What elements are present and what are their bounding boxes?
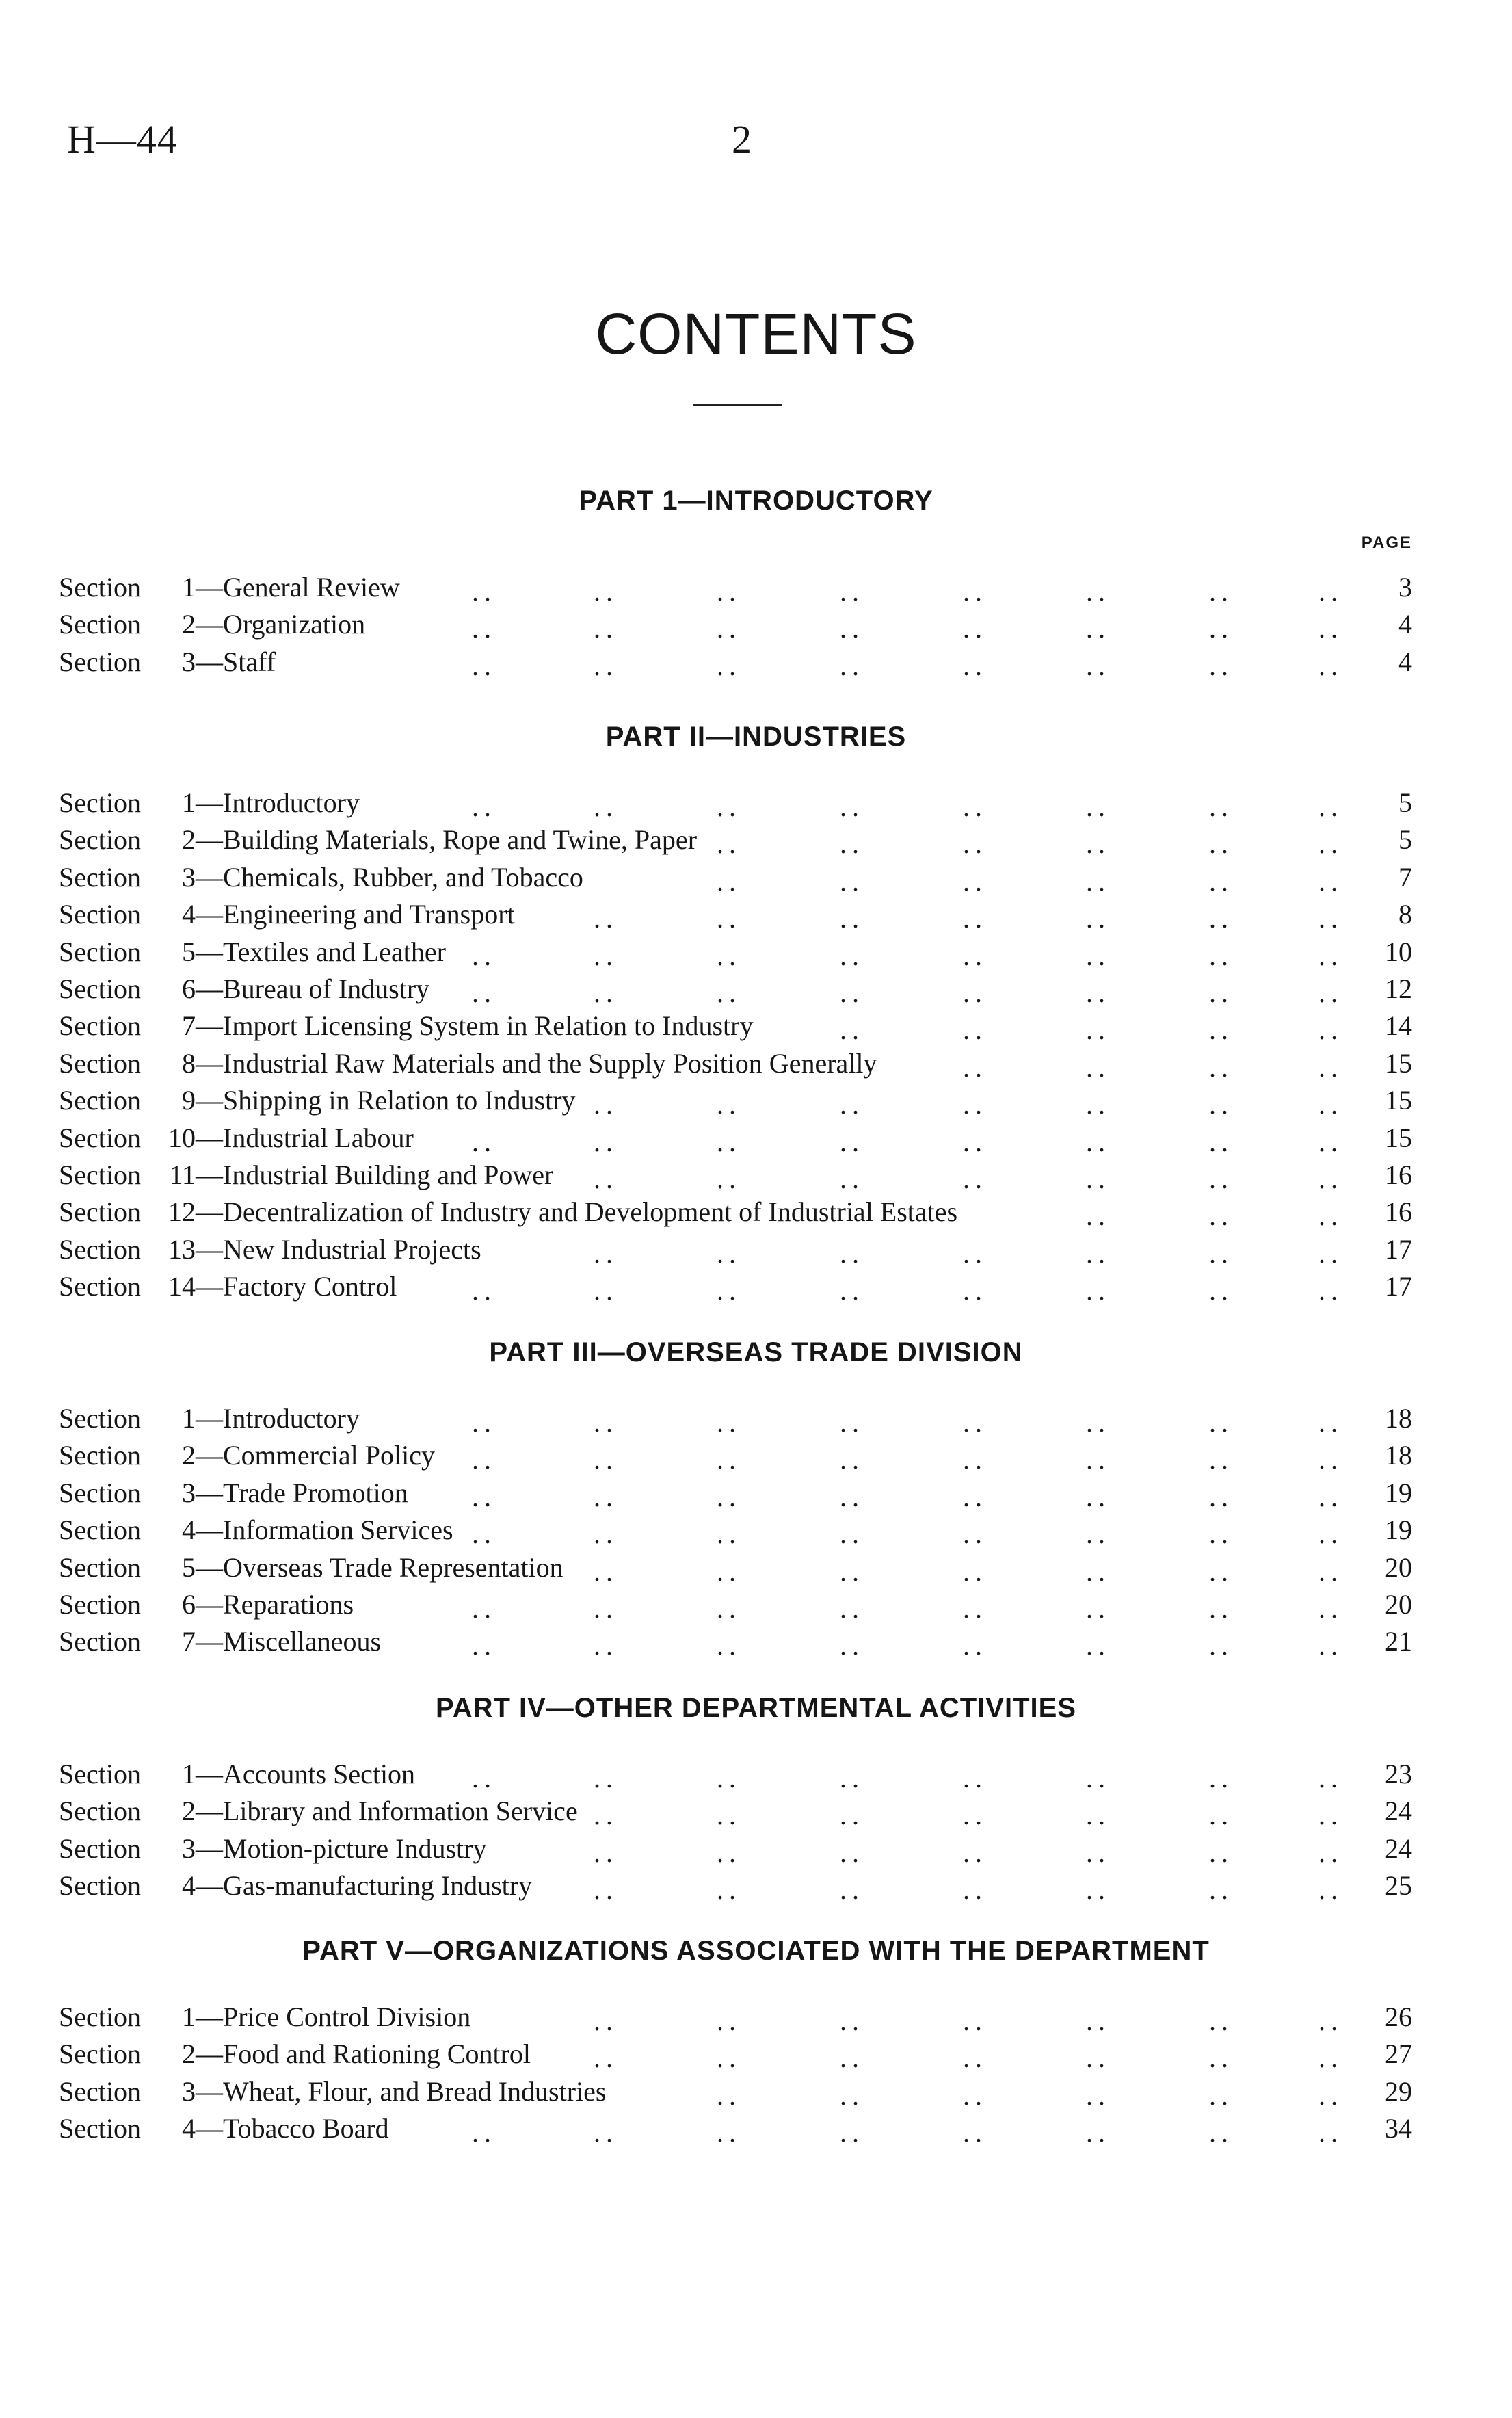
section-number: 10: [168, 1122, 196, 1153]
section-title-text: Introductory: [223, 787, 360, 818]
toc-entry: [0, 1084, 1512, 1121]
leader-dots: .. .. .. .. .. .. .. ..: [472, 1519, 1343, 1550]
section-title: —Industrial Raw Materials and the Supply Position Generally: [196, 1047, 877, 1079]
section-title-text: Introductory: [223, 1403, 360, 1434]
section-title-text: Wheat, Flour, and Bread Industries: [223, 2075, 607, 2107]
section-label: Section: [59, 1122, 141, 1153]
leader-dots: .. .. .. .. .. .. .. ..: [472, 1593, 1343, 1624]
section-title-text: Commercial Policy: [223, 1440, 435, 1471]
section-title: —Engineering and Transport: [196, 899, 515, 930]
toc-entry: [0, 1402, 1512, 1439]
section-title: —New Industrial Projects: [196, 1233, 481, 1265]
leader-dots: .. .. .. .. .. ..: [717, 865, 1343, 897]
section-page: 17: [1385, 1233, 1412, 1265]
toc-entry: [0, 936, 1512, 973]
section-page: 16: [1385, 1196, 1412, 1228]
section-page: 21: [1385, 1626, 1412, 1657]
section-page: 3: [1398, 572, 1412, 603]
section-number: 3: [182, 1832, 196, 1864]
toc-entry: [0, 898, 1512, 935]
section-title: —Commercial Policy: [196, 1440, 435, 1471]
section-title: —Trade Promotion: [196, 1477, 408, 1508]
section-number: 4: [182, 899, 196, 930]
section-page: 24: [1385, 1796, 1412, 1827]
section-label: Section: [59, 1196, 141, 1228]
leader-dots: .. .. .. .. .. .. ..: [594, 1164, 1343, 1194]
section-page: 5: [1398, 824, 1412, 856]
section-page: 15: [1385, 1085, 1412, 1116]
section-title: —Decentralization of Industry and Development of Industrial Estates: [196, 1196, 958, 1228]
leader-dots: .. .. .. .. ..: [840, 1014, 1343, 1046]
section-title-text: Motion-picture Industry: [223, 1832, 487, 1864]
section-title-text: Factory Control: [223, 1271, 397, 1302]
section-title: —Reparations: [196, 1589, 354, 1620]
leader-dots: .. .. .. ..: [963, 1051, 1343, 1083]
section-title-text: Engineering and Transport: [223, 899, 515, 930]
part-heading: PART V—ORGANIZATIONS ASSOCIATED WITH THE DEPARTMENT: [302, 1936, 1210, 1966]
section-page: 26: [1385, 2001, 1412, 2032]
leader-dots: .. .. .. .. .. .. ..: [594, 1800, 1343, 1831]
toc-entry: [0, 1758, 1512, 1795]
section-label: Section: [59, 1759, 141, 1789]
toc-entry: [0, 1588, 1512, 1625]
leader-dots: .. .. .. .. .. .. .. ..: [472, 791, 1343, 822]
leader-dots: .. .. .. .. .. .. .. ..: [472, 2117, 1343, 2148]
section-number: 13: [168, 1233, 196, 1265]
section-title-text: Overseas Trade Representation: [223, 1551, 563, 1583]
leader-dots: .. .. .. .. .. .. ..: [594, 1837, 1343, 1868]
section-page: 4: [1398, 609, 1412, 640]
section-label: Section: [59, 787, 141, 818]
leader-dots: .. .. .. .. .. .. .. ..: [472, 1444, 1343, 1475]
section-title: —Accounts Section: [196, 1759, 416, 1789]
section-label: Section: [59, 1010, 141, 1042]
section-title: —General Review: [196, 572, 400, 603]
section-label: Section: [59, 609, 141, 640]
section-title-text: Gas-manufacturing Industry: [223, 1870, 533, 1902]
section-number: 11: [169, 1159, 196, 1190]
section-title: —Miscellaneous: [196, 1626, 382, 1657]
leader-dots: .. .. .. .. .. .. .. ..: [472, 1275, 1343, 1306]
section-label: Section: [59, 646, 141, 677]
section-number: 2: [182, 824, 196, 856]
section-number: 1: [182, 1759, 196, 1789]
toc-entry: [0, 2038, 1512, 2075]
section-title-text: Industrial Raw Materials and the Supply Position Generally: [223, 1047, 877, 1079]
leader-dots: .. .. .. .. .. .. ..: [594, 1874, 1343, 1906]
section-label: Section: [59, 861, 141, 893]
section-label: Section: [59, 1551, 141, 1583]
section-number: 6: [182, 973, 196, 1004]
section-number: 4: [182, 1870, 196, 1902]
toc-entry: [0, 1047, 1512, 1084]
section-number: 3: [182, 1477, 196, 1508]
toc-entry: [0, 973, 1512, 1010]
leader-dots: .. .. .. .. .. ..: [717, 2079, 1343, 2111]
section-label: Section: [59, 1159, 141, 1190]
section-number: 3: [182, 2075, 196, 2107]
title-divider: [693, 404, 782, 406]
section-title: —Industrial Building and Power: [196, 1159, 554, 1190]
section-label: Section: [59, 1477, 141, 1508]
leader-dots: .. .. .. .. .. ..: [717, 828, 1343, 860]
section-page: 34: [1385, 2113, 1412, 2144]
section-title-text: Organization: [223, 609, 366, 640]
section-number: 8: [182, 1047, 196, 1079]
section-title-text: Industrial Building and Power: [223, 1159, 554, 1190]
section-number: 4: [182, 1514, 196, 1546]
section-title-text: Accounts Section: [223, 1759, 416, 1789]
leader-dots: .. .. .. .. .. .. .. ..: [472, 613, 1343, 644]
section-title-text: Miscellaneous: [223, 1626, 382, 1657]
section-number: 7: [182, 1626, 196, 1657]
section-page: 18: [1385, 1440, 1412, 1471]
section-number: 2: [182, 609, 196, 640]
section-title-text: General Review: [223, 572, 400, 603]
section-number: 4: [182, 2113, 196, 2144]
section-number: 2: [182, 1796, 196, 1827]
toc-entry: [0, 1196, 1512, 1233]
section-page: 8: [1398, 899, 1412, 930]
toc-entry: [0, 1010, 1512, 1047]
page-title: CONTENTS: [595, 302, 917, 366]
leader-dots: .. .. .. .. .. .. .. ..: [472, 650, 1343, 681]
section-title-text: Staff: [223, 646, 276, 677]
section-number: 2: [182, 2038, 196, 2070]
section-title: —Staff: [196, 646, 276, 677]
section-page: 20: [1385, 1551, 1412, 1583]
toc-entry: [0, 1159, 1512, 1196]
leader-dots: .. .. .. .. .. .. .. ..: [472, 1630, 1343, 1661]
leader-dots: .. .. .. .. .. .. .. ..: [472, 1126, 1343, 1157]
section-title: —Gas-manufacturing Industry: [196, 1870, 533, 1902]
section-label: Section: [59, 1233, 141, 1265]
section-label: Section: [59, 572, 141, 603]
section-number: 3: [182, 861, 196, 893]
section-page: 19: [1385, 1477, 1412, 1508]
toc-entry: [0, 2075, 1512, 2112]
leader-dots: .. .. .. .. .. .. .. ..: [472, 1481, 1343, 1512]
section-title: —Motion-picture Industry: [196, 1832, 487, 1864]
section-page: 17: [1385, 1271, 1412, 1302]
section-title: —Introductory: [196, 1403, 360, 1434]
section-page: 25: [1385, 1870, 1412, 1902]
toc-entry: [0, 1439, 1512, 1476]
leader-dots: .. .. .. .. .. .. .. ..: [472, 977, 1343, 1008]
section-title-text: Industrial Labour: [223, 1122, 414, 1153]
section-title: —Building Materials, Rope and Twine, Paper: [196, 824, 698, 856]
section-label: Section: [59, 824, 141, 856]
part-heading: PART III—OVERSEAS TRADE DIVISION: [489, 1337, 1023, 1367]
section-label: Section: [59, 899, 141, 930]
section-title-text: Textiles and Leather: [223, 936, 446, 967]
section-label: Section: [59, 1589, 141, 1620]
toc-entry: [0, 1477, 1512, 1514]
leader-dots: .. .. .. .. .. .. ..: [594, 1555, 1343, 1587]
section-title: —Introductory: [196, 787, 360, 818]
section-number: 3: [182, 646, 196, 677]
toc-entry: [0, 1625, 1512, 1662]
section-label: Section: [59, 1403, 141, 1434]
section-number: 5: [182, 1551, 196, 1583]
toc-entry: [0, 1551, 1512, 1588]
part-heading: PART IV—OTHER DEPARTMENTAL ACTIVITIES: [435, 1693, 1077, 1723]
section-title-text: Reparations: [223, 1589, 354, 1620]
section-label: Section: [59, 1271, 141, 1302]
section-label: Section: [59, 1870, 141, 1902]
section-title-text: Shipping in Relation to Industry: [223, 1085, 576, 1116]
section-title: —Import Licensing System in Relation to Industry: [196, 1010, 754, 1042]
part-heading: PART 1—INTRODUCTORY: [579, 486, 933, 516]
leader-dots: .. .. .. .. .. .. .. ..: [472, 1763, 1343, 1793]
section-label: Section: [59, 1832, 141, 1864]
section-page: 19: [1385, 1514, 1412, 1546]
section-page: 14: [1385, 1010, 1412, 1042]
toc-entry: [0, 1233, 1512, 1270]
leader-dots: .. .. .. .. .. .. ..: [594, 1237, 1343, 1269]
section-number: 1: [182, 787, 196, 818]
section-title: —Textiles and Leather: [196, 936, 446, 967]
part-heading: PART II—INDUSTRIES: [605, 722, 907, 752]
section-label: Section: [59, 2075, 141, 2107]
toc-entry: [0, 571, 1512, 608]
section-page: 27: [1385, 2038, 1412, 2070]
toc-entry: [0, 646, 1512, 683]
section-title: —Tobacco Board: [196, 2113, 389, 2144]
section-number: 12: [168, 1196, 196, 1228]
section-title: —Bureau of Industry: [196, 973, 430, 1004]
section-title: —Factory Control: [196, 1271, 397, 1302]
leader-dots: .. .. .. .. .. .. ..: [594, 903, 1343, 934]
leader-dots: .. .. ..: [1086, 1200, 1343, 1232]
section-number: 6: [182, 1589, 196, 1620]
section-label: Section: [59, 1796, 141, 1827]
section-page: 15: [1385, 1047, 1412, 1079]
section-title: —Food and Rationing Control: [196, 2038, 531, 2070]
section-title: —Information Services: [196, 1514, 453, 1546]
section-title: —Shipping in Relation to Industry: [196, 1085, 576, 1116]
section-title: —Overseas Trade Representation: [196, 1551, 563, 1583]
toc-entry: [0, 824, 1512, 860]
section-page: 15: [1385, 1122, 1412, 1153]
toc-entry: [0, 1514, 1512, 1551]
section-title-text: Information Services: [223, 1514, 453, 1546]
section-title-text: Chemicals, Rubber, and Tobacco: [223, 861, 583, 893]
leader-dots: .. .. .. .. .. .. .. ..: [472, 576, 1343, 607]
section-page: 18: [1385, 1403, 1412, 1434]
section-label: Section: [59, 2038, 141, 2070]
section-title: —Wheat, Flour, and Bread Industries: [196, 2075, 607, 2107]
section-title-text: Price Control Division: [223, 2001, 471, 2032]
section-number: 1: [182, 1403, 196, 1434]
section-title-text: Building Materials, Rope and Twine, Paper: [223, 824, 698, 856]
section-title: —Industrial Labour: [196, 1122, 414, 1153]
toc-entry: [0, 1122, 1512, 1159]
toc-entry: [0, 1832, 1512, 1869]
toc-entry: [0, 1270, 1512, 1307]
section-number: 5: [182, 936, 196, 967]
section-page: 24: [1385, 1832, 1412, 1864]
leader-dots: .. .. .. .. .. .. .. ..: [472, 1407, 1343, 1438]
section-title: —Library and Information Service: [196, 1796, 578, 1827]
page-column-label: PAGE: [1361, 534, 1412, 552]
toc-entry: [0, 861, 1512, 898]
leader-dots: .. .. .. .. .. .. .. ..: [472, 940, 1343, 971]
section-number: 1: [182, 2001, 196, 2032]
section-title: —Organization: [196, 609, 366, 640]
section-label: Section: [59, 1514, 141, 1546]
section-label: Section: [59, 1047, 141, 1079]
section-number: 9: [182, 1085, 196, 1116]
section-label: Section: [59, 2113, 141, 2144]
section-page: 12: [1385, 973, 1412, 1004]
section-page: 5: [1398, 787, 1412, 818]
leader-dots: .. .. .. .. .. .. ..: [594, 1089, 1343, 1120]
page-number: 2: [732, 117, 752, 161]
section-number: 1: [182, 572, 196, 603]
section-title-text: Decentralization of Industry and Development of Industrial Estates: [223, 1196, 958, 1228]
toc-entry: [0, 1795, 1512, 1832]
section-number: 7: [182, 1010, 196, 1042]
section-title-text: Food and Rationing Control: [223, 2038, 531, 2070]
section-title-text: Library and Information Service: [223, 1796, 578, 1827]
section-number: 14: [168, 1271, 196, 1302]
section-page: 7: [1398, 861, 1412, 893]
section-page: 23: [1385, 1759, 1412, 1789]
section-page: 10: [1385, 936, 1412, 967]
section-title-text: Bureau of Industry: [223, 973, 430, 1004]
section-label: Section: [59, 936, 141, 967]
toc-entry: [0, 1869, 1512, 1906]
leader-dots: .. .. .. .. .. .. ..: [594, 2006, 1343, 2036]
section-label: Section: [59, 2001, 141, 2032]
section-label: Section: [59, 1085, 141, 1116]
section-number: 2: [182, 1440, 196, 1471]
section-page: 16: [1385, 1159, 1412, 1190]
section-title-text: New Industrial Projects: [223, 1233, 481, 1265]
section-title: —Chemicals, Rubber, and Tobacco: [196, 861, 583, 893]
toc-entry: [0, 608, 1512, 645]
section-page: 29: [1385, 2075, 1412, 2107]
section-page: 4: [1398, 646, 1412, 677]
leader-dots: .. .. .. .. .. .. ..: [594, 2042, 1343, 2074]
section-title: —Price Control Division: [196, 2001, 471, 2032]
section-title-text: Tobacco Board: [223, 2113, 389, 2144]
toc-entry: [0, 787, 1512, 824]
section-page: 20: [1385, 1589, 1412, 1620]
section-label: Section: [59, 1626, 141, 1657]
section-title-text: Trade Promotion: [223, 1477, 408, 1508]
section-label: Section: [59, 973, 141, 1004]
toc-entry: [0, 2112, 1512, 2149]
toc-entry: [0, 2001, 1512, 2038]
section-label: Section: [59, 1440, 141, 1471]
section-title-text: Import Licensing System in Relation to Industry: [223, 1010, 754, 1042]
document-reference: H—44: [67, 117, 178, 161]
